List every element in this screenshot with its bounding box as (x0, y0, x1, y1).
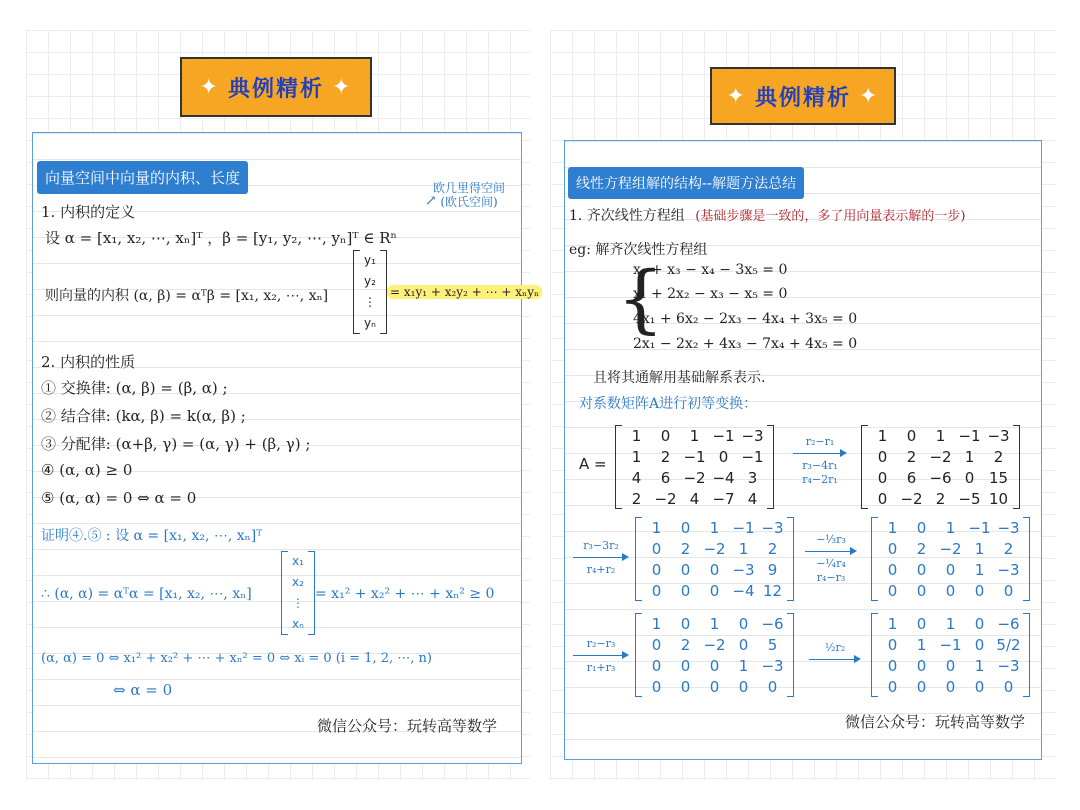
matrix-cell: 6 (906, 468, 917, 487)
row-operation-label: −⅓r₃ (816, 533, 846, 546)
matrix-cell: 2 (916, 539, 927, 558)
matrix-row (878, 676, 1023, 697)
matrix-cell: 0 (887, 560, 898, 579)
matrix-cell: 1 (689, 426, 700, 445)
matrix-cell: −7 (712, 489, 735, 508)
matrix-a (615, 425, 774, 509)
matrix-cell: 0 (964, 468, 975, 487)
matrix-cell: 0 (916, 581, 927, 600)
row-operation-label: −¼r₄ (816, 557, 846, 570)
matrix-cell: −1 (732, 518, 755, 537)
matrix-cell: 0 (916, 560, 927, 579)
matrix-cell: 2 (767, 539, 778, 558)
matrix-row (878, 634, 1023, 655)
matrix-cell: 0 (767, 677, 778, 696)
matrix-cell: −3 (997, 656, 1020, 675)
matrix-cell: 0 (916, 656, 927, 675)
matrix-step-3 (871, 517, 1030, 601)
matrix-row (622, 467, 767, 488)
homogeneous-heading: 1. 齐次线性方程组 (基础步骤是一致的，多了用向量表示解的一步) (569, 208, 966, 224)
example-badge-right (710, 67, 896, 125)
matrix-cell: 0 (680, 518, 691, 537)
vector-entry: x₁ (292, 554, 304, 568)
matrix-cell: 0 (651, 677, 662, 696)
matrix-cell: 0 (660, 426, 671, 445)
row-operation (793, 435, 847, 487)
vector-entry: x₂ (292, 575, 304, 589)
definition-heading: 1. 内积的定义 (41, 203, 136, 221)
matrix-cell: 1 (651, 518, 662, 537)
arrow-right-icon (573, 651, 629, 661)
matrix-row (878, 655, 1023, 676)
matrix-cell: −4 (712, 468, 735, 487)
matrix-step-4 (635, 613, 794, 697)
definition-line: 设 α = [x₁, x₂, ⋯, xₙ]ᵀ ，β = [y₁, y₂, ⋯, yₙ]ᵀ ∈ Rⁿ (45, 229, 398, 247)
matrix-cell: 0 (709, 560, 720, 579)
matrix-cell: 0 (718, 447, 729, 466)
matrix-cell: 1 (974, 539, 985, 558)
matrix-cell: 1 (651, 614, 662, 633)
matrix-cell: −3 (761, 656, 784, 675)
matrix-cell: 4 (689, 489, 700, 508)
sparkle-icon: ✦ (199, 74, 220, 100)
matrix-cell: −1 (683, 447, 706, 466)
matrix-row (642, 655, 787, 676)
matrix-cell: 1 (887, 614, 898, 633)
matrix-cell: −6 (761, 614, 784, 633)
equivalence-line: (α, α) = 0 ⇔ x₁² + x₂² + ⋯ + xₙ² = 0 ⇔ xᵢ = 0 (i = 1, 2, ⋯, n) (41, 651, 432, 666)
property-item: ③ 分配律: (α+β, γ) = (α, γ) + (β, γ) ; (41, 435, 311, 453)
badge-label: 典例精析 (227, 76, 324, 102)
matrix-cell: 0 (974, 581, 985, 600)
inner-product-prefix: 则向量的内积 (α, β) = αᵀβ = [x₁, x₂, ⋯, xₙ] (45, 288, 329, 304)
matrix-cell: 1 (709, 518, 720, 537)
matrix-cell: 0 (709, 677, 720, 696)
matrix-cell: 0 (877, 468, 888, 487)
matrix-cell: 0 (916, 677, 927, 696)
section-title: 线性方程组解的结构--解题方法总结 (568, 167, 804, 199)
matrix-cell: 3 (747, 468, 758, 487)
matrix-cell: −1 (968, 518, 991, 537)
matrix-cell: 0 (651, 581, 662, 600)
matrix-cell: 0 (945, 581, 956, 600)
proof-result: = x₁² + x₂² + ⋯ + xₙ² ≥ 0 (315, 586, 495, 602)
left-card (32, 132, 540, 764)
matrix-cell: 2 (906, 447, 917, 466)
matrix-cell: 0 (887, 677, 898, 696)
matrix-cell: 2 (660, 447, 671, 466)
arrow-right-icon (573, 553, 629, 563)
row-operation-label: r₂−r₁ (805, 435, 835, 448)
property-item: ④ (α, α) ≥ 0 (41, 461, 133, 479)
matrix-cell: 1 (935, 426, 946, 445)
matrix-cell: 1 (945, 518, 956, 537)
matrix-cell: 0 (651, 635, 662, 654)
matrix-row (868, 446, 1013, 467)
matrix-cell: −5 (958, 489, 981, 508)
annotation-note: 欧几里得空间 (欧氏空间) (433, 181, 506, 209)
instruction-text: 且将其通解用基础解系表示. (593, 370, 766, 386)
matrix-row (878, 517, 1023, 538)
matrix-cell: −1 (958, 426, 981, 445)
matrix-cell: 12 (762, 581, 783, 600)
matrix-cell: −3 (997, 560, 1020, 579)
matrix-cell: 2 (680, 635, 691, 654)
arrow-right-icon (793, 449, 847, 459)
right-page (550, 30, 1056, 780)
row-operation-label: r₁+r₃ (586, 661, 616, 674)
matrix-cell: 0 (651, 656, 662, 675)
arrow-right-icon (809, 655, 861, 665)
matrix-cell: 0 (916, 518, 927, 537)
matrix-cell: 1 (709, 614, 720, 633)
proof-line: 证明④.⑤ : 设 α = [x₁, x₂, ⋯, xₙ]ᵀ (41, 528, 263, 544)
row-operation-label: r₂−r₃ (586, 637, 616, 650)
matrix-cell: 5/2 (996, 635, 1021, 654)
matrix-cell: −2 (929, 447, 952, 466)
inner-product-result: = x₁y₁ + x₂y₂ + ⋯ + xₙyₙ (387, 285, 542, 299)
matrix-row (868, 467, 1013, 488)
matrix-cell: 0 (974, 677, 985, 696)
equation-line: x₁ + x₃ − x₄ − 3x₅ = 0 (633, 262, 788, 278)
matrix-row (642, 559, 787, 580)
matrix-cell: 4 (747, 489, 758, 508)
matrix-row (622, 488, 767, 509)
vector-entry: y₁ (364, 253, 376, 267)
equation-line: x₁ + 2x₂ − x₃ − x₅ = 0 (633, 286, 788, 302)
row-operation (809, 641, 861, 665)
matrix-row (868, 425, 1013, 446)
matrix-row (642, 634, 787, 655)
row-operation-label: r₄−r₃ (816, 571, 846, 584)
matrix-cell: 1 (738, 656, 749, 675)
sparkle-icon: ✦ (726, 83, 747, 109)
matrix-cell: 10 (988, 489, 1009, 508)
matrix-cell: 0 (906, 426, 917, 445)
footer-credit: 微信公众号：玩转高等数学 (317, 717, 498, 735)
matrix-a-label: A = (579, 455, 607, 473)
matrix-cell: −3 (997, 518, 1020, 537)
matrix-cell: −3 (741, 426, 764, 445)
matrix-cell: 0 (887, 539, 898, 558)
property-item: ② 结合律: (kα, β) = k(α, β) ; (41, 407, 246, 425)
matrix-cell: −3 (732, 560, 755, 579)
matrix-cell: 0 (680, 614, 691, 633)
right-card (564, 140, 1042, 760)
matrix-cell: 0 (738, 635, 749, 654)
matrix-cell: 0 (709, 656, 720, 675)
example-label: eg: 解齐次线性方程组 (569, 242, 708, 258)
matrix-cell: −3 (761, 518, 784, 537)
system-brace: { (617, 256, 665, 342)
heading-note: (基础步骤是一致的，多了用向量表示解的一步) (695, 209, 966, 224)
property-item: ① 交换律: (α, β) = (β, α) ; (41, 379, 228, 397)
matrix-cell: −1 (741, 447, 764, 466)
matrix-cell: 0 (974, 635, 985, 654)
properties-heading: 2. 内积的性质 (41, 353, 136, 371)
matrix-cell: 0 (738, 614, 749, 633)
matrix-cell: 2 (631, 489, 642, 508)
matrix-cell: 15 (988, 468, 1009, 487)
matrix-row (878, 613, 1023, 634)
arrow-right-icon (805, 547, 857, 557)
matrix-row (642, 676, 787, 697)
matrix-cell: −2 (703, 539, 726, 558)
footer-credit: 微信公众号：玩转高等数学 (845, 713, 1026, 731)
matrix-cell: 1 (631, 447, 642, 466)
equation-line: 4x₁ + 6x₂ − 2x₃ − 4x₄ + 3x₅ = 0 (633, 311, 858, 327)
matrix-cell: 0 (945, 677, 956, 696)
equation-line: 2x₁ − 2x₂ + 4x₃ − 7x₄ + 4x₅ = 0 (633, 336, 858, 352)
matrix-cell: −6 (929, 468, 952, 487)
matrix-row (878, 559, 1023, 580)
matrix-step-2 (635, 517, 794, 601)
matrix-cell: 0 (945, 560, 956, 579)
vector-entry: xₙ (292, 617, 304, 631)
matrix-step-1 (861, 425, 1020, 509)
matrix-cell: 0 (1003, 677, 1014, 696)
transform-note: 对系数矩阵A进行初等变换： (579, 396, 758, 412)
sparkle-icon: ✦ (859, 83, 880, 109)
row-operation (573, 637, 629, 675)
matrix-step-5 (871, 613, 1030, 697)
matrix-cell: −3 (987, 426, 1010, 445)
matrix-cell: −2 (703, 635, 726, 654)
row-operation (573, 539, 629, 577)
matrix-cell: 1 (916, 635, 927, 654)
matrix-cell: 0 (651, 539, 662, 558)
matrix-cell: −2 (939, 539, 962, 558)
example-badge-left (180, 57, 372, 117)
matrix-cell: 0 (680, 656, 691, 675)
matrix-cell: 0 (887, 635, 898, 654)
matrix-cell: 1 (945, 614, 956, 633)
matrix-cell: −1 (712, 426, 735, 445)
matrix-cell: 2 (1003, 539, 1014, 558)
matrix-cell: 1 (887, 518, 898, 537)
matrix-row (868, 488, 1013, 509)
matrix-cell: −2 (900, 489, 923, 508)
matrix-cell: 0 (916, 614, 927, 633)
matrix-cell: −2 (654, 489, 677, 508)
matrix-cell: 0 (945, 656, 956, 675)
badge-label: 典例精析 (754, 85, 851, 111)
matrix-cell: 0 (680, 560, 691, 579)
vector-entry: y₂ (364, 274, 376, 288)
matrix-cell: 0 (680, 677, 691, 696)
row-operation (805, 533, 857, 585)
matrix-cell: 0 (1003, 581, 1014, 600)
matrix-cell: 5 (767, 635, 778, 654)
matrix-cell: 0 (738, 677, 749, 696)
row-operation-label: r₄−2r₁ (802, 473, 838, 486)
left-page (26, 30, 540, 780)
property-item: ⑤ (α, α) = 0 ⇔ α = 0 (41, 489, 197, 507)
row-operation-label: ½r₂ (824, 641, 846, 654)
equivalence-line-2: ⇔ α = 0 (113, 681, 173, 699)
matrix-row (878, 580, 1023, 601)
vector-entry: ⋮ (364, 295, 376, 309)
matrix-cell: 4 (631, 468, 642, 487)
matrix-row (622, 446, 767, 467)
matrix-cell: 6 (660, 468, 671, 487)
row-operation-label: r₄+r₂ (586, 563, 616, 576)
matrix-cell: 1 (877, 426, 888, 445)
arrow-up-icon: ↗ (425, 193, 437, 209)
sparkle-icon: ✦ (332, 74, 353, 100)
inner-vector (353, 250, 387, 334)
matrix-cell: 0 (651, 560, 662, 579)
matrix-row (642, 580, 787, 601)
matrix-row (878, 538, 1023, 559)
matrix-cell: 0 (877, 489, 888, 508)
matrix-cell: 9 (767, 560, 778, 579)
matrix-cell: 1 (964, 447, 975, 466)
matrix-row (622, 425, 767, 446)
matrix-cell: 0 (877, 447, 888, 466)
matrix-row (642, 517, 787, 538)
vector-entry: yₙ (364, 316, 376, 330)
row-operation-label: r₃−3r₂ (583, 539, 619, 552)
matrix-cell: −1 (939, 635, 962, 654)
proof-prefix: ∴ (α, α) = αᵀα = [x₁, x₂, ⋯, xₙ] (41, 586, 252, 602)
matrix-cell: 0 (974, 614, 985, 633)
matrix-cell: 1 (738, 539, 749, 558)
vector-entry: ⋮ (292, 596, 304, 610)
matrix-cell: −4 (732, 581, 755, 600)
matrix-cell: 2 (935, 489, 946, 508)
matrix-cell: 2 (993, 447, 1004, 466)
proof-vector (281, 551, 315, 635)
matrix-cell: 1 (974, 656, 985, 675)
matrix-cell: −2 (683, 468, 706, 487)
matrix-cell: 0 (887, 656, 898, 675)
matrix-cell: −6 (997, 614, 1020, 633)
row-operation-label: r₃−4r₁ (802, 459, 838, 472)
inner-product-result-wrap (387, 285, 542, 299)
matrix-cell: 0 (709, 581, 720, 600)
matrix-cell: 0 (680, 581, 691, 600)
section-title: 向量空间中向量的内积、长度 (37, 161, 248, 194)
matrix-cell: 1 (974, 560, 985, 579)
matrix-row (642, 613, 787, 634)
matrix-cell: 2 (680, 539, 691, 558)
matrix-row (642, 538, 787, 559)
matrix-cell: 1 (631, 426, 642, 445)
matrix-cell: 0 (887, 581, 898, 600)
